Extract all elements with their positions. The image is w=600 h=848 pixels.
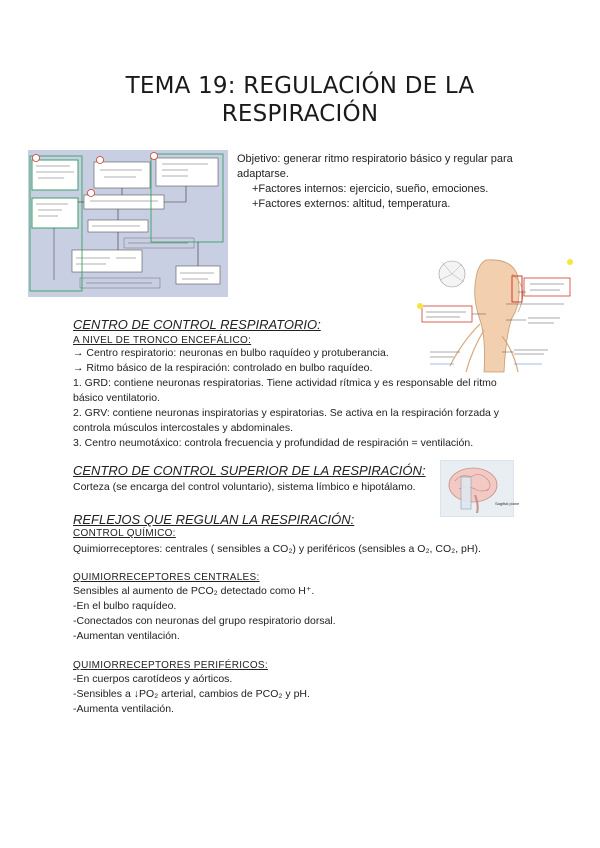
brain-label: Sagittal plane <box>495 501 520 506</box>
page-title: TEMA 19: REGULACIÓN DE LA RESPIRACIÓN <box>125 73 475 127</box>
subheading-brainstem: A NIVEL DE TRONCO ENCEFÁLICO: <box>73 335 252 346</box>
brain-sagittal-image <box>440 460 520 517</box>
text-line: -Aumentan ventilación. <box>73 630 180 642</box>
text-line: -En cuerpos carotídeos y aórticos. <box>73 673 233 685</box>
text-line: 1. GRD: contiene neuronas respiratorias. Tiene actividad rítmica y es responsable del ritmo <box>73 377 497 389</box>
text-line: básico ventilatorio. <box>73 392 160 404</box>
text-line: -Aumenta ventilación. <box>73 703 174 715</box>
text-line: 2. GRV: contiene neuronas inspiratorias y espiratorias. Se activa en la respiración forzada y <box>73 407 500 419</box>
chemical-control-line: Quimiorreceptores: centrales ( sensibles a CO₂) y periféricos (sensibles a O₂, CO₂, pH). <box>73 543 481 555</box>
objective-line: Objetivo: generar ritmo respiratorio básico y regular para <box>237 153 513 165</box>
objective-block <box>237 152 537 212</box>
central-chemoreceptors-body <box>73 584 513 644</box>
section2-body: Corteza (se encarga del control voluntario), sistema límbico e hipotálamo. <box>73 481 416 493</box>
text-line: -Sensibles a ↓PO₂ arterial, cambios de PCO₂ y pH. <box>73 688 310 700</box>
objective-line: adaptarse. <box>237 168 289 180</box>
text-line: -En el bulbo raquídeo. <box>73 600 177 612</box>
text-line: → Ritmo básico de la respiración: controlado en bulbo raquídeo. <box>73 362 373 374</box>
section-heading-reflexes: REFLEJOS QUE REGULAN LA RESPIRACIÓN: <box>73 512 355 527</box>
section-heading-respiratory-center: CENTRO DE CONTROL RESPIRATORIO: <box>73 317 321 332</box>
subheading-central-chemoreceptors: QUIMIORRECEPTORES CENTRALES: <box>73 572 260 583</box>
text-line: -Conectados con neuronas del grupo respiratorio dorsal. <box>73 615 336 627</box>
subheading-peripheral-chemoreceptors: QUIMIORRECEPTORES PERIFÉRICOS: <box>73 660 268 671</box>
respiratory-control-diagram <box>28 150 228 297</box>
section-heading-superior-control: CENTRO DE CONTROL SUPERIOR DE LA RESPIRACIÓN: <box>73 463 426 478</box>
text-line: controla músculos intercostales y abdominales. <box>73 422 294 434</box>
text-line: 3. Centro neumotáxico: controla frecuencia y profundidad de respiración = ventilación. <box>73 437 474 449</box>
section1-body <box>73 346 513 451</box>
text-line: → Centro respiratorio: neuronas en bulbo raquídeo y protuberancia. <box>73 347 389 359</box>
text-line: Sensibles al aumento de PCO₂ detectado como H⁺. <box>73 585 315 597</box>
subheading-chemical-control: CONTROL QUÍMICO: <box>73 528 176 539</box>
external-factors: +Factores externos: altitud, temperatura. <box>252 198 451 210</box>
peripheral-chemoreceptors-body <box>73 672 513 717</box>
internal-factors: +Factores internos: ejercicio, sueño, emociones. <box>252 183 489 195</box>
